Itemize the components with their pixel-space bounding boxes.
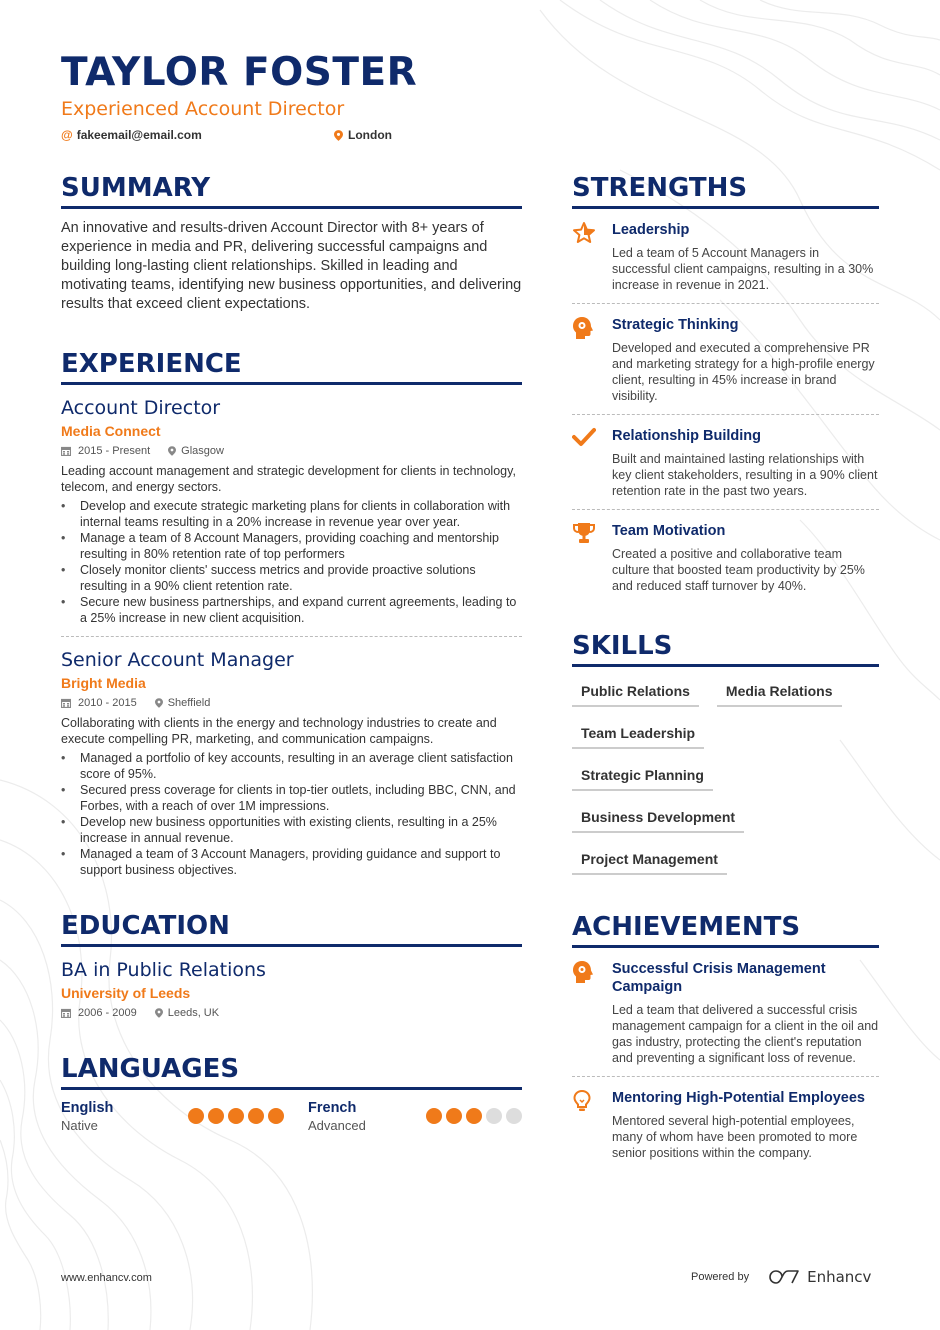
language-item [308,1100,522,1133]
calendar-icon [61,446,71,456]
bullet-item: • Managed a portfolio of key accounts, resulting in an average client satisfaction score of 95%. [61,750,522,782]
job-meta [61,697,522,709]
rating-dot [506,1108,522,1124]
job-title: Account Director [61,397,221,419]
achievement-title: Mentoring High-Potential Employees [612,1090,865,1106]
calendar-icon [61,1008,71,1018]
bullet-item: • Secured press coverage for clients in top-tier outlets, including BBC, CNN, and Forbes, with a reach of over 1M impressions. [61,782,522,814]
check-icon [572,427,596,447]
language-item [61,1100,308,1133]
job-dates: 2015 - Present [78,445,151,457]
footer-website[interactable]: www.enhancv.com [61,1272,152,1284]
rating-dot [466,1108,482,1124]
rating-dot [446,1108,462,1124]
skill-tag: Project Management [572,845,727,875]
language-level: Advanced [308,1118,366,1133]
location-pin-icon [168,446,176,456]
strength-description: Led a team of 5 Account Managers in successful client campaigns, resulting in a 30% increase in revenue in 2021. [612,246,874,292]
language-rating [422,1108,522,1133]
achievement-item [572,1077,879,1171]
location-contact [334,128,392,142]
strength-title: Relationship Building [612,428,762,444]
job-bullets [61,498,522,626]
job-description: Leading account management and strategic development for clients in technology, telecom, and energy sectors. [61,464,516,494]
bullet-item: • Manage a team of 8 Account Managers, providing coaching and mentorship resulting in 80% retention rate of top performers [61,530,522,562]
job-dates: 2010 - 2015 [78,697,137,709]
resume-header [61,50,417,142]
skill-tag: Media Relations [717,677,842,707]
job-company: Media Connect [61,423,161,439]
languages-heading: LANGUAGES [61,1053,522,1090]
languages-section [61,1053,522,1133]
summary-section [61,172,522,314]
job-company: Bright Media [61,675,146,691]
education-section [61,910,522,1019]
strength-item [572,209,879,304]
school-name: University of Leeds [61,985,191,1001]
language-name: French [308,1100,357,1116]
strength-item [572,415,879,510]
job-title: Senior Account Manager [61,649,294,671]
job-entry [61,649,522,878]
bullet-item: • Develop and execute strategic marketing plans for clients in collaboration with internal teams resulting in a 20% increase in revenue year over year. [61,498,522,530]
achievement-description: Mentored several high-potential employees, many of whom have been promoted to more senior positions within the company. [612,1114,858,1160]
star-icon [572,221,596,245]
skill-tag: Public Relations [572,677,699,707]
education-dates: 2006 - 2009 [78,1007,137,1019]
education-meta [61,1007,522,1019]
strength-title: Leadership [612,222,690,238]
lightbulb-icon [572,1089,592,1113]
education-heading: EDUCATION [61,910,522,947]
rating-dot [426,1108,442,1124]
summary-text: An innovative and results-driven Account Director with 8+ years of experience in media and PR, delivering successful campaigns and building long-lasting client relationships. Skilled in leading and motivating teams, identifying new business opportunities, and delivering results that exceed client expectations. [61,220,522,312]
skill-tag: Strategic Planning [572,761,713,791]
right-column [572,172,879,1171]
candidate-title: Experienced Account Director [61,98,345,120]
job-description: Collaborating with clients in the energy and technology industries to create and execute compelling PR, marketing, and communication campaigns. [61,716,497,746]
skills-heading: SKILLS [572,630,879,667]
rating-dot [228,1108,244,1124]
trophy-icon [572,522,596,544]
degree-title: BA in Public Relations [61,959,266,981]
strength-item [572,304,879,415]
achievement-title: Successful Crisis Management Campaign [612,961,826,995]
bullet-item: • Develop new business opportunities with existing clients, resulting in a 25% increase in annual revenue. [61,814,522,846]
location-pin-icon [155,1008,163,1018]
achievement-description: Led a team that delivered a successful crisis management campaign for a client in the oil and gas industry, protecting the client's reputation and preventing a significant loss of revenue. [612,1003,879,1065]
job-location: Sheffield [167,697,211,709]
job-bullets [61,750,522,878]
strength-description: Built and maintained lasting relationships with key client stakeholders, resulting in a 90% client retention rate in the past two years. [612,452,878,498]
rating-dot [268,1108,284,1124]
achievements-heading: ACHIEVEMENTS [572,911,879,948]
email-text: fakeemail@email.com [76,128,202,142]
experience-section [61,348,522,878]
job-location: Glasgow [181,445,224,457]
location-text: London [348,128,392,142]
bullet-item: • Closely monitor clients' success metrics and provide proactive solutions resulting in a 90% client retention rate. [61,562,522,594]
candidate-name: TAYLOR FOSTER [61,50,418,95]
strength-title: Team Motivation [612,523,726,539]
left-column [61,172,522,1133]
job-entry [61,397,522,637]
language-level: Native [61,1118,98,1133]
rating-dot [486,1108,502,1124]
rating-dot [188,1108,204,1124]
strengths-section [572,172,879,604]
achievement-item [572,948,879,1077]
skill-tag: Team Leadership [572,719,704,749]
location-pin-icon [334,130,343,141]
powered-by-label: Powered by [691,1271,750,1283]
language-rating [184,1108,284,1133]
divider [61,636,522,637]
enhancv-logo-icon [767,1269,801,1285]
achievements-section [572,911,879,1171]
strengths-heading: STRENGTHS [572,172,879,209]
email-contact[interactable] [61,128,334,142]
experience-heading: EXPERIENCE [61,348,522,385]
skill-tag: Business Development [572,803,744,833]
skills-list [572,677,879,887]
education-location: Leeds, UK [167,1007,220,1019]
strength-item [572,510,879,604]
calendar-icon [61,698,71,708]
strength-title: Strategic Thinking [612,317,739,333]
head-icon [572,316,594,340]
languages-list [61,1100,522,1133]
skills-section [572,630,879,887]
job-meta [61,445,522,457]
brand-name: Enhancv [807,1268,872,1286]
rating-dot [248,1108,264,1124]
footer-branding [691,1268,871,1286]
summary-heading: SUMMARY [61,172,522,209]
strength-description: Developed and executed a comprehensive PR and marketing strategy for a high-profile energy client, resulting in 45% increase in brand visibility. [612,341,875,403]
contact-info [61,128,417,142]
bullet-item: • Secure new business partnerships, and expand current agreements, leading to a 25% increase in new client acquisition. [61,594,522,626]
strength-description: Created a positive and collaborative team culture that boosted team productivity by 25% and reduced staff turnover by 40%. [612,547,865,593]
language-name: English [61,1100,114,1116]
head-icon [572,960,594,984]
at-icon: @ [61,128,73,142]
bullet-item: • Managed a team of 3 Account Managers, providing guidance and support to support business objectives. [61,846,522,878]
location-pin-icon [155,698,163,708]
rating-dot [208,1108,224,1124]
